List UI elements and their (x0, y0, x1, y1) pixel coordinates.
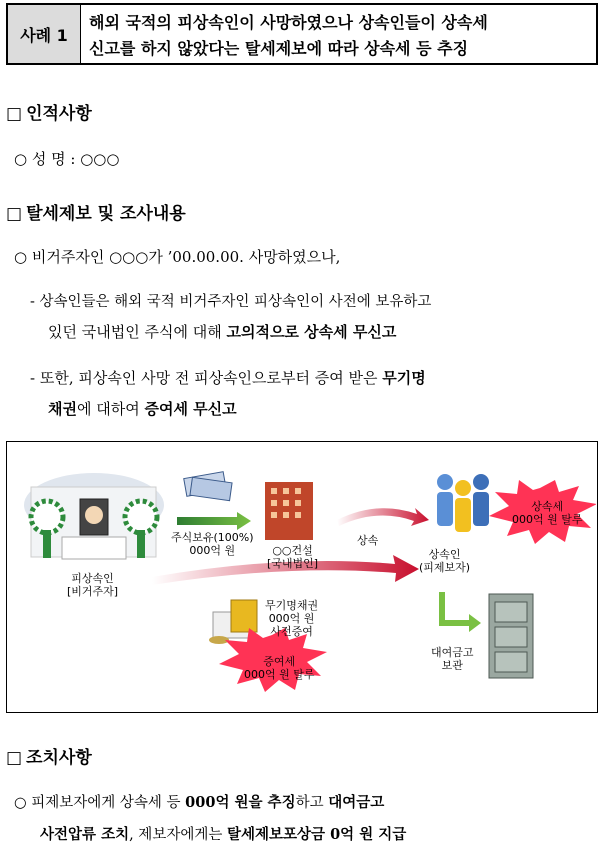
text-span: 에 대하여 (76, 400, 145, 418)
text-span: 대여금고 (431, 646, 474, 659)
building-icon (265, 482, 313, 540)
name-line: ○ 성 명 : ○○○ (14, 150, 120, 168)
bold-text-span: 증여세 무신고 (144, 400, 237, 418)
text-span: 000억 원 (268, 612, 315, 625)
stock-certificate-icon (184, 472, 232, 501)
section-heading-text: 조치사항 (26, 748, 92, 768)
bold-text-span: 고의적으로 상속세 무신고 (226, 323, 397, 341)
bold-text-span: 사전압류 조치 (40, 826, 130, 843)
heirs-people-icon (437, 474, 489, 532)
text-span: 000억 원 (189, 544, 236, 557)
stock-holding-label (171, 531, 254, 557)
green-arrow-icon (439, 592, 481, 632)
inherit-label: 상속 (357, 534, 379, 547)
text-span: [국내법인] (267, 557, 319, 570)
bold-text-span: 무기명 (382, 369, 426, 387)
dash-line-2a (30, 367, 426, 388)
action-line-1 (14, 791, 384, 812)
text-span: 000억 원 탈루 (512, 513, 583, 526)
text-span: 하고 (295, 795, 329, 811)
text-span: 있던 국내법인 주식에 대해 (48, 323, 227, 341)
filing-cabinet-icon (489, 594, 533, 678)
case-title-line2: 신고를 하지 않았다는 탈세제보에 따라 상속세 등 추징 (89, 39, 469, 58)
text-span: 주식보유(100%) (171, 531, 254, 544)
text-span: (피제보자) (419, 561, 471, 574)
inheritance-tax-text (512, 500, 583, 526)
text-span: 상속세 (531, 500, 564, 513)
case-title-line1: 해외 국적의 피상속인이 사망하였으나 상속인들이 상속세 (89, 13, 488, 32)
case-label: 사례 1 (8, 5, 81, 63)
action-line-2 (40, 823, 406, 844)
text-span: , 제보자에게는 (129, 827, 227, 843)
text-span: [비거주자] (67, 585, 119, 598)
square-bullet-icon: □ (6, 204, 23, 224)
case-header (6, 3, 598, 65)
bond-label (265, 599, 318, 638)
text-span: - 또한, 피상속인 사망 전 피상속인으로부터 증여 받은 (30, 369, 383, 387)
company-label (267, 544, 318, 570)
decedent-label (67, 572, 118, 598)
green-arrow-icon (177, 512, 251, 530)
dash-line-1a: - 상속인들은 해외 국적 비거주자인 피상속인이 사전에 보유하고 (30, 294, 432, 310)
dash-line-2b (48, 398, 237, 419)
text-span: 피상속인 (71, 572, 114, 585)
dash-line-1b (48, 321, 396, 342)
text-span: 사전증여 (270, 625, 313, 638)
bold-text-span: 000억 원을 추징 (185, 794, 296, 811)
section-heading-action (6, 743, 92, 768)
section-heading-text: 탈세제보 및 조사내용 (26, 204, 186, 224)
text-span: ○ 피제보자에게 상속세 등 (14, 795, 186, 811)
section-heading-text: 인적사항 (26, 104, 92, 124)
bold-text-span: 채권 (48, 400, 77, 418)
section-heading-personal (6, 99, 92, 124)
section-heading-report (6, 199, 186, 224)
text-span: 상속인 (428, 548, 461, 561)
heir-label (419, 548, 470, 574)
case-title (81, 5, 596, 63)
bold-text-span: 탈세제보포상금 0억 원 지급 (226, 826, 407, 843)
vault-label (431, 646, 474, 672)
funeral-altar-icon (24, 473, 164, 559)
text-span: 무기명채권 (265, 599, 319, 612)
text-span: 보관 (441, 659, 463, 672)
red-arrow-icon (337, 508, 429, 526)
flow-diagram (6, 441, 598, 713)
text-span: 000억 원 탈루 (244, 668, 315, 681)
square-bullet-icon: □ (6, 748, 23, 768)
square-bullet-icon: □ (6, 104, 23, 124)
text-span: ○○건설 (272, 544, 313, 557)
bullet-line: ○ 비거주자인 ○○○가 ’00.00.00. 사망하였으나, (14, 248, 341, 266)
gift-tax-text (244, 655, 315, 681)
bold-text-span: 대여금고 (328, 794, 385, 811)
text-span: 증여세 (263, 655, 296, 668)
